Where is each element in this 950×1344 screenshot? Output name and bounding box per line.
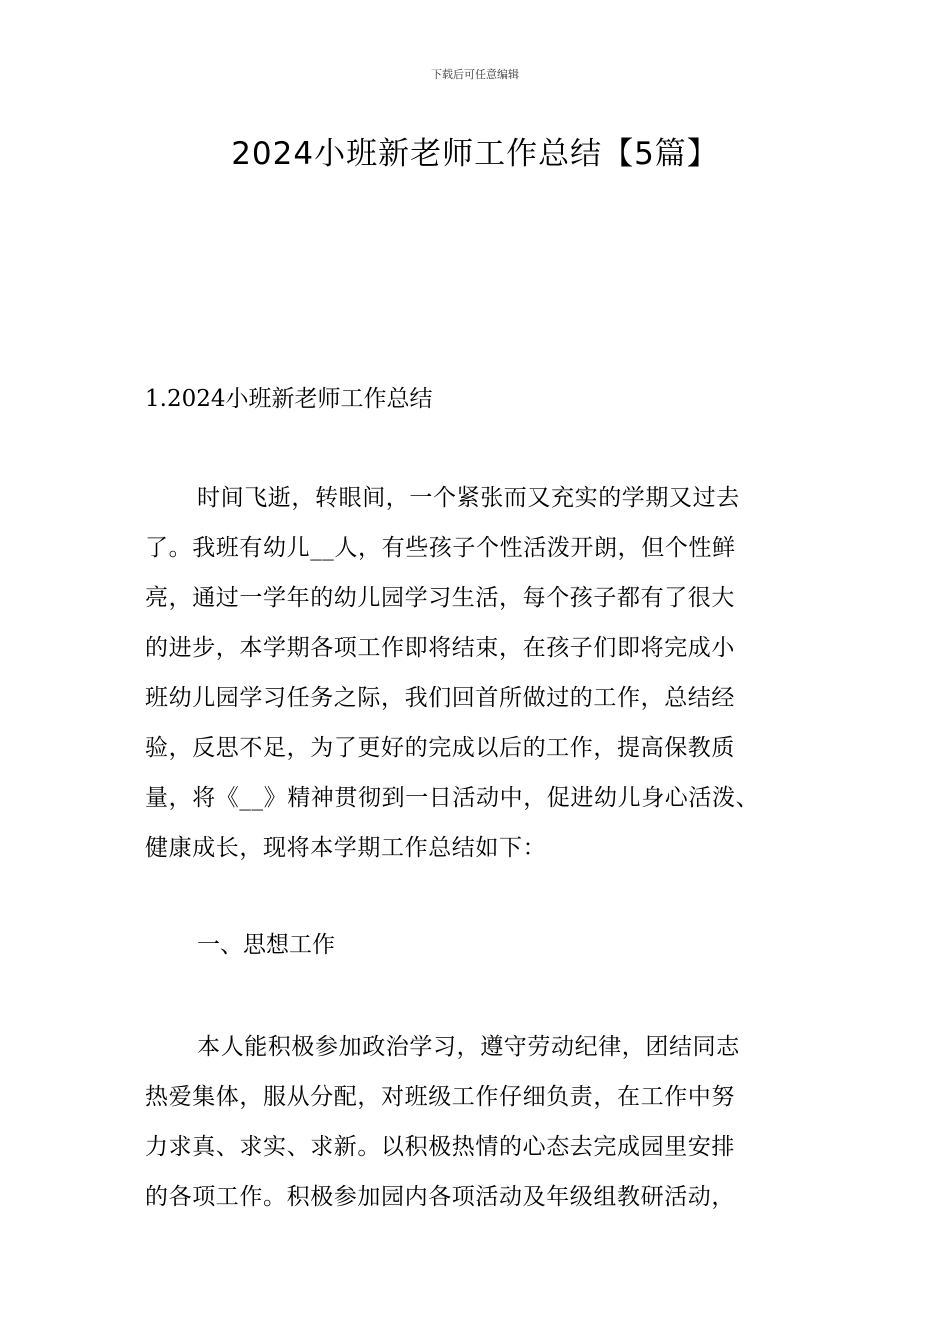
- paragraph-line: 的进步，本学期各项工作即将结束，在孩子们即将完成小: [145, 635, 735, 661]
- paragraph-line: 了。我班有幼儿__人，有些孩子个性活泼开朗，但个性鲜: [145, 535, 736, 561]
- paragraph-line: 时间飞逝，转眼间，一个紧张而又充实的学期又过去: [197, 485, 740, 511]
- paragraph-line: 验，反思不足，为了更好的完成以后的工作，提高保教质: [145, 735, 735, 761]
- header-note: 下载后可任意编辑: [431, 68, 519, 81]
- paragraph-line: 力求真、求实、求新。以积极热情的心态去完成园里安排: [145, 1134, 735, 1160]
- paragraph-intro: [145, 473, 835, 873]
- paragraph-line: 的各项工作。积极参加园内各项活动及年级组教研活动，: [145, 1184, 735, 1210]
- paragraph-thought-work: [145, 1022, 835, 1222]
- paragraph-line: 热爱集体，服从分配，对班级工作仔细负责，在工作中努: [145, 1084, 735, 1110]
- paragraph-line: 亮，通过一学年的幼儿园学习生活，每个孩子都有了很大: [145, 585, 735, 611]
- document-title: 2024小班新老师工作总结【5篇】: [231, 136, 719, 172]
- paragraph-line: 健康成长，现将本学期工作总结如下：: [145, 835, 547, 861]
- paragraph-line: 本人能积极参加政治学习，遵守劳动纪律，团结同志: [197, 1034, 740, 1060]
- section-heading: 1.2024小班新老师工作总结: [145, 386, 433, 412]
- subheading-thought-work: 一、思想工作: [197, 932, 335, 958]
- paragraph-line: 量，将《__》精神贯彻到一日活动中，促进幼儿身心活泼、: [145, 785, 760, 811]
- paragraph-line: 班幼儿园学习任务之际，我们回首所做过的工作，总结经: [145, 685, 735, 711]
